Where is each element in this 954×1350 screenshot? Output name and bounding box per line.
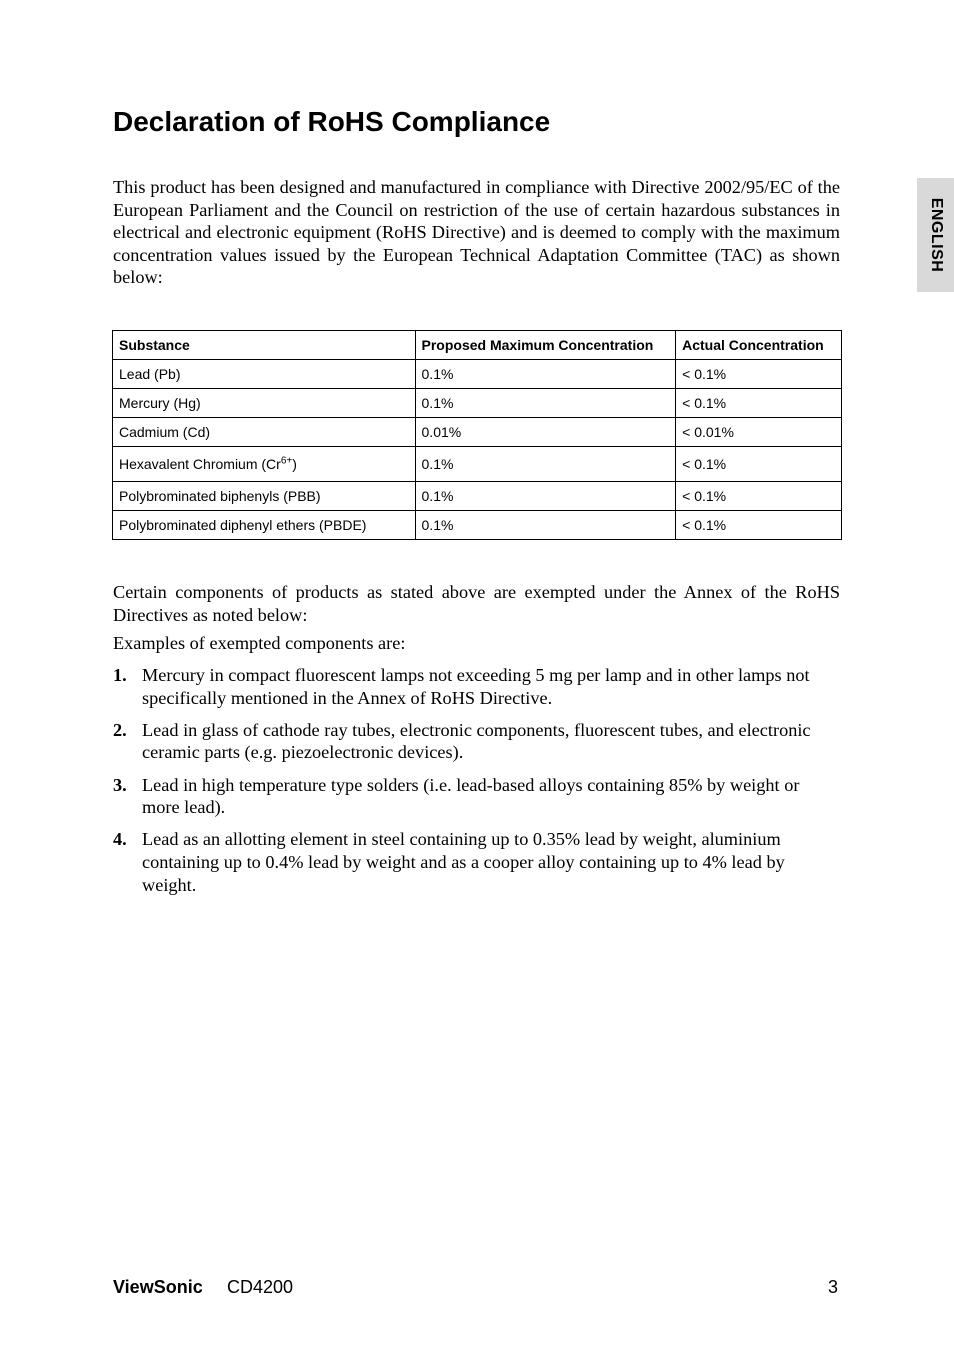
substance-text: Hexavalent Chromium (Cr bbox=[119, 456, 281, 472]
proposed-cell: 0.1% bbox=[415, 482, 676, 511]
actual-cell: < 0.1% bbox=[676, 482, 842, 511]
table-row bbox=[113, 389, 842, 418]
footer-brand: ViewSonic bbox=[113, 1277, 203, 1297]
rohs-table bbox=[112, 330, 842, 540]
intro-paragraph: This product has been designed and manufactured in compliance with Directive 2002/95/EC of the European Parliament and the Council on restriction of the use of certain hazardous substances in electrical and electronic equipment (RoHS Directive) and is deemed to comply with the maximum concentration values issued by the European Technical Adaptation Committee (TAC) as shown below: bbox=[113, 177, 840, 288]
substance-cell bbox=[113, 447, 416, 482]
substance-cell: Cadmium (Cd) bbox=[113, 418, 416, 447]
actual-cell: < 0.1% bbox=[676, 447, 842, 482]
item-text: Lead as an allotting element in steel containing up to 0.35% lead by weight, aluminium containing up to 0.4% lead by weight and as a cooper alloy containing up to 4% lead by weight. bbox=[142, 829, 785, 895]
table-row bbox=[113, 447, 842, 482]
proposed-cell: 0.1% bbox=[415, 447, 676, 482]
language-tab-label: ENGLISH bbox=[927, 197, 945, 273]
footer-model: CD4200 bbox=[227, 1277, 294, 1297]
item-text: Lead in glass of cathode ray tubes, electronic components, fluorescent tubes, and electronic ceramic parts (e.g. piezoelectronic devices). bbox=[142, 719, 811, 763]
item-text: Mercury in compact fluorescent lamps not exceeding 5 mg per lamp and in other lamps not specifically mentioned in the Annex of RoHS Directive. bbox=[142, 665, 810, 708]
language-tab bbox=[917, 178, 954, 292]
item-text: Lead in high temperature type solders (i.e. lead-based alloys containing 85% by weight or more lead). bbox=[142, 774, 800, 818]
list-item bbox=[113, 774, 840, 819]
exemption-list bbox=[113, 664, 840, 906]
item-number: 4. bbox=[113, 829, 127, 850]
table-row bbox=[113, 360, 842, 389]
item-number: 2. bbox=[113, 719, 127, 740]
list-item bbox=[113, 664, 840, 709]
item-number: 1. bbox=[113, 665, 127, 685]
item-number: 3. bbox=[113, 774, 127, 795]
oxidation-state-superscript: 6+ bbox=[280, 455, 293, 467]
page-number: 3 bbox=[828, 1277, 839, 1297]
substance-cell: Polybrominated diphenyl ethers (PBDE) bbox=[113, 511, 416, 540]
proposed-cell: 0.1% bbox=[415, 511, 676, 540]
list-item bbox=[113, 719, 840, 764]
header-actual: Actual Concentration bbox=[676, 331, 842, 360]
page-title: Declaration of RoHS Compliance bbox=[113, 106, 551, 137]
proposed-cell: 0.01% bbox=[415, 418, 676, 447]
list-item bbox=[113, 828, 840, 896]
table-header-row bbox=[113, 331, 842, 360]
table-row bbox=[113, 482, 842, 511]
substance-cell: Mercury (Hg) bbox=[113, 389, 416, 418]
substance-cell: Lead (Pb) bbox=[113, 360, 416, 389]
actual-cell: < 0.1% bbox=[676, 511, 842, 540]
header-substance: Substance bbox=[113, 331, 416, 360]
proposed-cell: 0.1% bbox=[415, 389, 676, 418]
actual-cell: < 0.1% bbox=[676, 360, 842, 389]
actual-cell: < 0.01% bbox=[676, 418, 842, 447]
exemption-note: Certain components of products as stated above are exempted under the Annex of the RoHS Directives as noted below: bbox=[113, 582, 840, 625]
proposed-cell: 0.1% bbox=[415, 360, 676, 389]
table-row bbox=[113, 418, 842, 447]
actual-cell: < 0.1% bbox=[676, 389, 842, 418]
substance-cell: Polybrominated biphenyls (PBB) bbox=[113, 482, 416, 511]
substance-text-suffix: ) bbox=[292, 456, 297, 472]
table-row bbox=[113, 511, 842, 540]
header-proposed-max: Proposed Maximum Concentration bbox=[415, 331, 676, 360]
examples-intro: Examples of exempted components are: bbox=[113, 633, 406, 653]
